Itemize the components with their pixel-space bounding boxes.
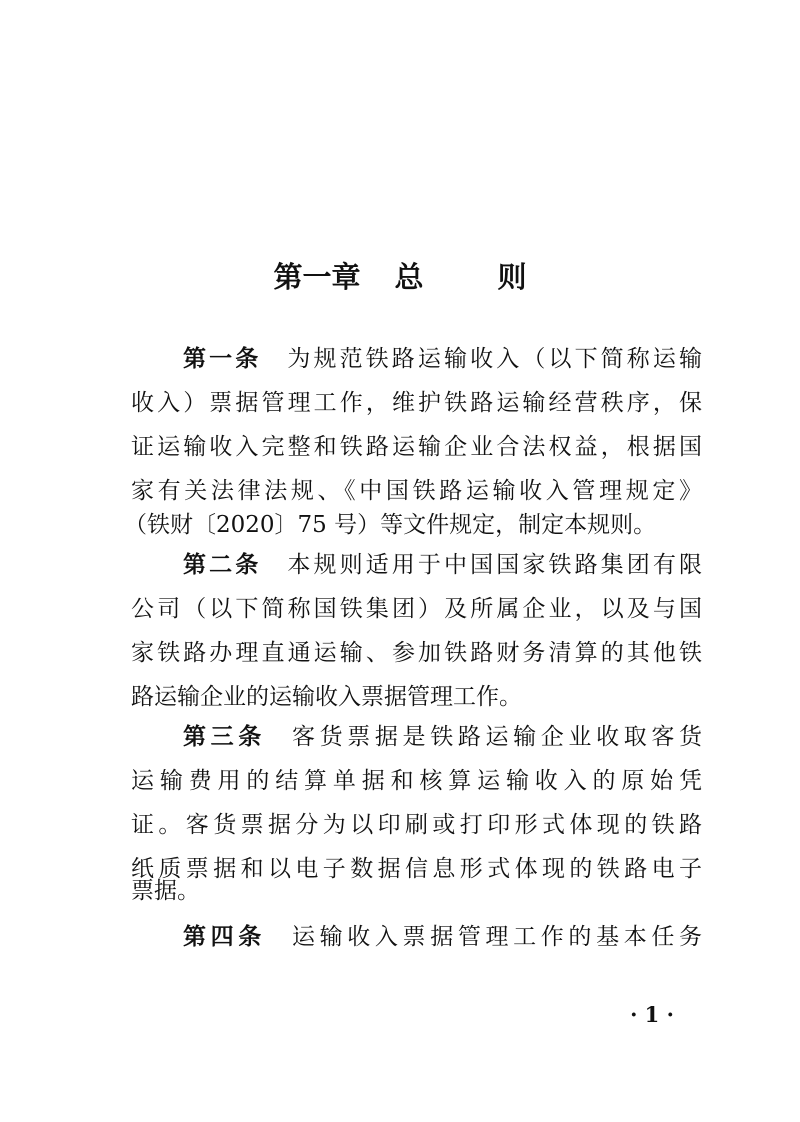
article-4-line-1 bbox=[183, 918, 702, 956]
article-4-label: 第四条 bbox=[183, 924, 266, 950]
chapter-title-word-1: 总 bbox=[394, 260, 424, 294]
article-3-label: 第三条 bbox=[183, 724, 266, 750]
article-3-line-3: 证。客货票据分为以印刷或打印形式体现的铁路 bbox=[131, 812, 702, 838]
article-3-line-2: 运输费用的结算单据和核算运输收入的原始凭 bbox=[131, 768, 702, 794]
article-3-line-5: 票据。 bbox=[131, 878, 200, 904]
article-2-label: 第二条 bbox=[183, 552, 262, 578]
chapter-title-word-2: 则 bbox=[497, 260, 527, 294]
page-number: · 1 · bbox=[630, 1002, 674, 1027]
article-1-line-4: 家有关法律法规、《中国铁路运输收入管理规定》 bbox=[131, 478, 702, 504]
article-3-text-1: 客货票据是铁路运输企业收取客货 bbox=[291, 724, 702, 750]
article-1-line-5: （铁财〔2020〕75 号）等文件规定，制定本规则。 bbox=[124, 512, 657, 538]
article-1-line-3: 证运输收入完整和铁路运输企业合法权益，根据国 bbox=[131, 434, 702, 460]
article-2-line-1 bbox=[183, 546, 702, 584]
chapter-number: 第一章 bbox=[273, 260, 361, 294]
article-2-line-4: 路运输企业的运输收入票据管理工作。 bbox=[131, 684, 522, 710]
article-1-label: 第一条 bbox=[183, 346, 262, 372]
chapter-title bbox=[0, 255, 800, 299]
article-1-line-2: 收入）票据管理工作，维护铁路运输经营秩序，保 bbox=[131, 390, 702, 416]
article-3-line-4: 纸质票据和以电子数据信息形式体现的铁路电子 bbox=[131, 856, 702, 882]
article-2-line-3: 家铁路办理直通运输、参加铁路财务清算的其他铁 bbox=[131, 640, 702, 666]
article-2-text-1: 本规则适用于中国国家铁路集团有限 bbox=[287, 552, 702, 578]
article-1-text-1: 为规范铁路运输收入（以下简称运输 bbox=[287, 346, 702, 372]
article-2-line-2: 公司（以下简称国铁集团）及所属企业，以及与国 bbox=[131, 596, 702, 622]
article-3-line-1 bbox=[183, 718, 702, 756]
article-4-text-1: 运输收入票据管理工作的基本任务 bbox=[291, 924, 702, 950]
article-1-line-1 bbox=[183, 340, 702, 378]
